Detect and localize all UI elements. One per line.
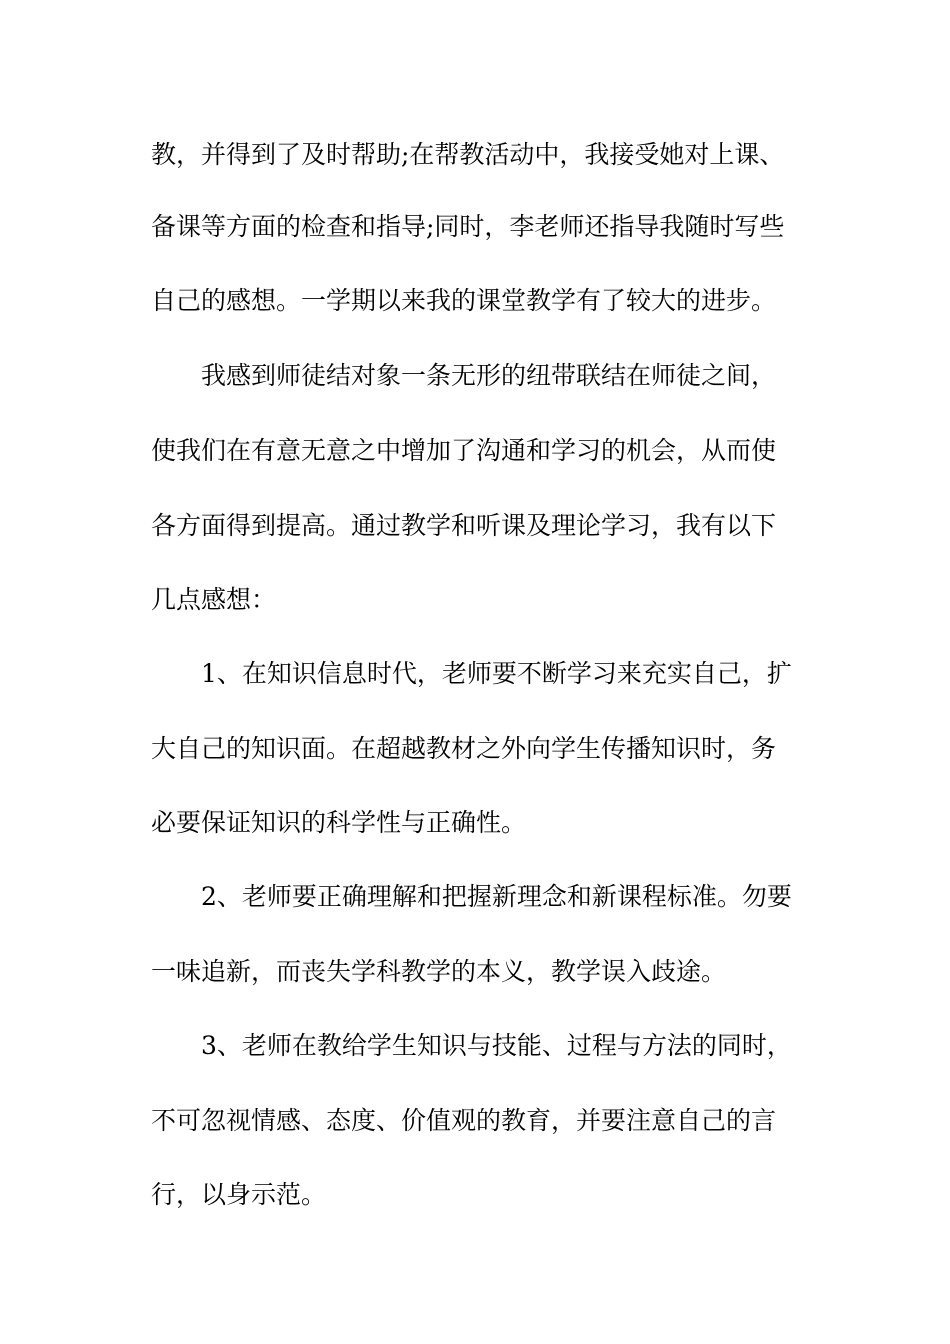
text-line: 各方面得到提高。通过教学和听课及理论学习，我有以下 [151, 511, 777, 540]
list-item-1-first-line: 1、在知识信息时代，老师要不断学习来充实自己，扩 [201, 659, 792, 688]
list-item-2-first-line: 2、老师要正确理解和把握新理念和新课程标准。勿要 [201, 882, 792, 911]
text-line: 使我们在有意无意之中增加了沟通和学习的机会，从而使 [151, 436, 777, 465]
text-line: 大自己的知识面。在超越教材之外向学生传播知识时，务 [151, 734, 777, 763]
text-line: 教，并得到了及时帮助;在帮教活动中，我接受她对上课、 [151, 140, 785, 169]
paragraph-first-line: 我感到师徒结对象一条无形的纽带联结在师徒之间， [201, 361, 777, 390]
text-line: 不可忽视情感、态度、价值观的教育，并要注意自己的言 [151, 1106, 777, 1135]
text-line: 几点感想： [151, 585, 277, 614]
text-line: 行，以身示范。 [151, 1180, 327, 1209]
text-line: 必要保证知识的科学性与正确性。 [151, 808, 527, 837]
text-line: 自己的感想。一学期以来我的课堂教学有了较大的进步。 [151, 286, 777, 315]
text-line: 备课等方面的检查和指导;同时，李老师还指导我随时写些 [151, 212, 785, 241]
text-line: 一味追新，而丧失学科教学的本义，教学误入歧途。 [151, 957, 727, 986]
list-item-3-first-line: 3、老师在教给学生知识与技能、过程与方法的同时， [201, 1031, 792, 1060]
